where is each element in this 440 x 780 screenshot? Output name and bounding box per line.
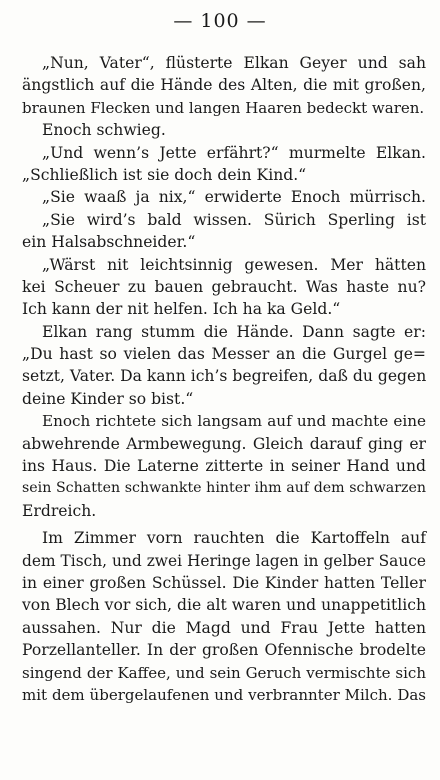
text-line: Elkan rang stumm die Hände. Dann sagte er: (42, 322, 426, 341)
text-line: „Nun, Vater“, flüsterte Elkan Geyer und sah (42, 54, 426, 72)
text-line: in einer großen Schüssel. Die Kinder hatten Teller (22, 573, 426, 592)
text-line: „Sie wird’s bald wissen. Sürich Sperling ist (42, 210, 426, 229)
text-line: Erdreich. (22, 501, 97, 520)
text-line: Im Zimmer vorn rauchten die Kartoffeln auf (42, 529, 426, 548)
page-number: — 100 — (173, 10, 267, 32)
text-line: braunen Flecken und langen Haaren bedeckt waren. (22, 98, 425, 117)
text-line: „Und wenn’s Jette erfährt?“ murmelte Elkan. (42, 143, 426, 162)
text-line: ein Halsabschneider.“ (22, 233, 196, 252)
text-line: aussahen. Nur die Magd und Frau Jette hatten (22, 618, 426, 637)
text-line: singend der Kaffee, und sein Geruch vermischte sich (22, 663, 426, 682)
text-line: kei Scheuer zu bauen gebraucht. Was haste nu? (22, 277, 426, 296)
text-line: „Schließlich ist sie doch dein Kind.“ (22, 165, 307, 184)
text-line: Ich kann der nit helfen. Ich ha ka Geld.“ (22, 300, 341, 319)
text-line: Porzellanteller. In der großen Ofennische brodelte (22, 641, 426, 660)
text-line: ins Haus. Die Laterne zitterte in seiner Hand und (22, 457, 426, 476)
text-line: deine Kinder so bist.“ (22, 389, 194, 408)
text-line: mit dem übergelaufenen und verbrannter Milch. Das (22, 685, 426, 704)
text-line: ängstlich auf die Hände des Alten, die mit großen, (22, 76, 426, 95)
text-line: Enoch schwieg. (42, 121, 166, 140)
text-line: „Sie waaß ja nix,“ erwiderte Enoch mürrisch. (42, 188, 426, 207)
text-line: von Blech vor sich, die alt waren und unappetitlich (22, 596, 426, 615)
text-line: sein Schatten schwankte hinter ihm auf dem schwarzen (22, 480, 426, 497)
body-text (22, 52, 426, 706)
text-line: „Wärst nit leichtsinnig gewesen. Mer hätten (42, 255, 426, 274)
text-line: setzt, Vater. Da kann ich’s begreifen, daß du gegen (22, 367, 427, 386)
text-line: abwehrende Armbewegung. Gleich darauf ging er (22, 434, 426, 453)
text-line: Enoch richtete sich langsam auf und machte eine (42, 412, 426, 431)
text-line: „Du hast so vielen das Messer an die Gurgel ge= (22, 345, 426, 364)
text-line: dem Tisch, und zwei Heringe lagen in gelber Sauce (22, 551, 426, 570)
